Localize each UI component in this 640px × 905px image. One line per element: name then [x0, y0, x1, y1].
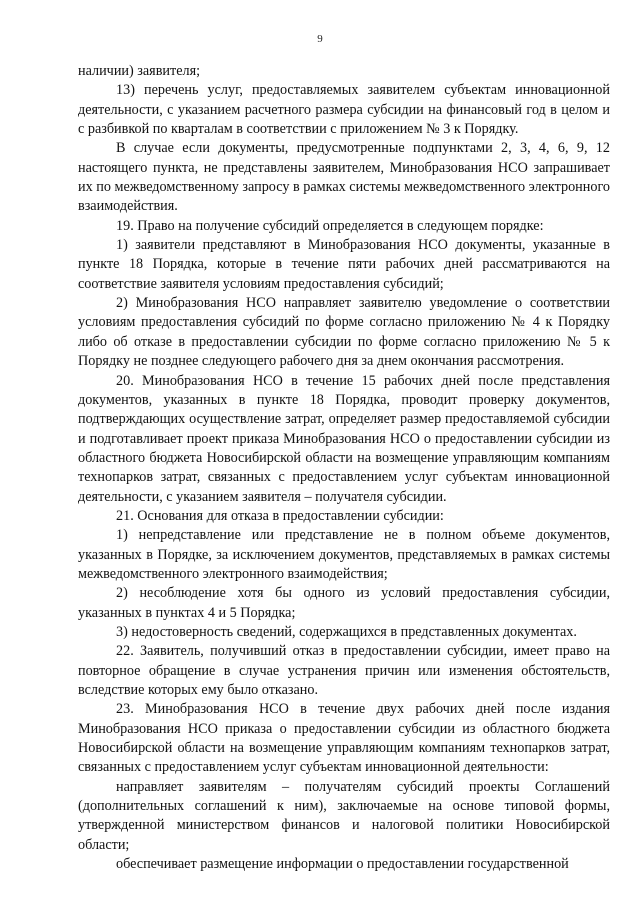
paragraph-section-23: 23. Минобразования НСО в течение двух рабочих дней после издания Минобразования НСО приказа о предоставлении субсидии из областного бюджета Новосибирской области на возмещение управляющим компаниям технопарков затрат, связанных с предоставлением услуг субъектам инновационной деятельности: [78, 701, 610, 776]
paragraph-21-item-1: 1) непредставление или представление не в полном объеме документов, указанных в Порядке, за исключением документов, представляемых в рамках системы межведомственного электронного взаимодействия; [78, 527, 610, 582]
paragraph-continuation: наличии) заявителя; [78, 63, 201, 79]
paragraph-21-item-2: 2) несоблюдение хотя бы одного из условий предоставления субсидии, указанных в пунктах 4 и 5 Порядка; [78, 585, 610, 621]
paragraph-section-20: 20. Минобразования НСО в течение 15 рабочих дней после представления документов, указанных в пункте 18 Порядка, проводит проверку документов, подтверждающих осуществление затрат, определяет размер предоставляемой субсидии и подготавливает проект приказа Минобразования НСО о предоставлении субсидии из областного бюджета Новосибирской области на возмещение управляющим компаниям технопарков затрат, связанных с предоставлением услуг субъектам инновационной деятельности, с указанием заявителя – получателя субсидии. [78, 372, 610, 505]
paragraph-section-19: 19. Право на получение субсидий определяется в следующем порядке: [116, 217, 544, 234]
paragraph-19-item-1: 1) заявители представляют в Минобразования НСО документы, указанные в пункте 18 Порядка, которые в течение пяти рабочих дней рассматриваются на соответствие заявителя условиям предоставления субсидий; [78, 237, 610, 292]
page-number: 9 [317, 33, 323, 45]
document-body [78, 62, 610, 874]
paragraph-section-22: 22. Заявитель, получивший отказ в предоставлении субсидии, имеет право на повторное обращение в случае устранения причин или изменения обстоятельств, вследствие которых ему было отказано. [78, 643, 610, 698]
paragraph-21-item-3: 3) недостоверность сведений, содержащихся в представленных документах. [116, 623, 577, 640]
paragraph-19-item-2: 2) Минобразования НСО направляет заявителю уведомление о соответствии условиям предоставления субсидий по форме согласно приложению № 4 к Порядку либо об отказе в предоставлении субсидии по форме согласно приложению № 5 к Порядку не позднее следующего рабочего дня за днем окончания рассмотрения. [78, 295, 610, 370]
paragraph-23-ensures-publication: обеспечивает размещение информации о предоставлении государственной [116, 856, 569, 873]
paragraph-section-21: 21. Основания для отказа в предоставлении субсидии: [116, 507, 444, 524]
paragraph-item-13: 13) перечень услуг, предоставляемых заявителем субъектам инновационной деятельности, с указанием расчетного размера субсидии на финансовый год в целом и с разбивкой по кварталам в соответствии с приложением № 3 к Порядку. [78, 82, 610, 138]
paragraph-interagency-request: В случае если документы, предусмотренные подпунктами 2, 3, 4, 6, 9, 12 настоящего пункта, не представлены заявителем, Минобразования НСО запрашивает их по межведомственному запросу в рамках системы межведомственного электронного взаимодействия. [78, 140, 610, 215]
paragraph-23-sends-agreements: направляет заявителям – получателям субсидий проекты Соглашений (дополнительных соглашений к ним), заключаемые на основе типовой формы, утвержденной министерством финансов и налоговой политики Новосибирской области; [78, 778, 610, 853]
